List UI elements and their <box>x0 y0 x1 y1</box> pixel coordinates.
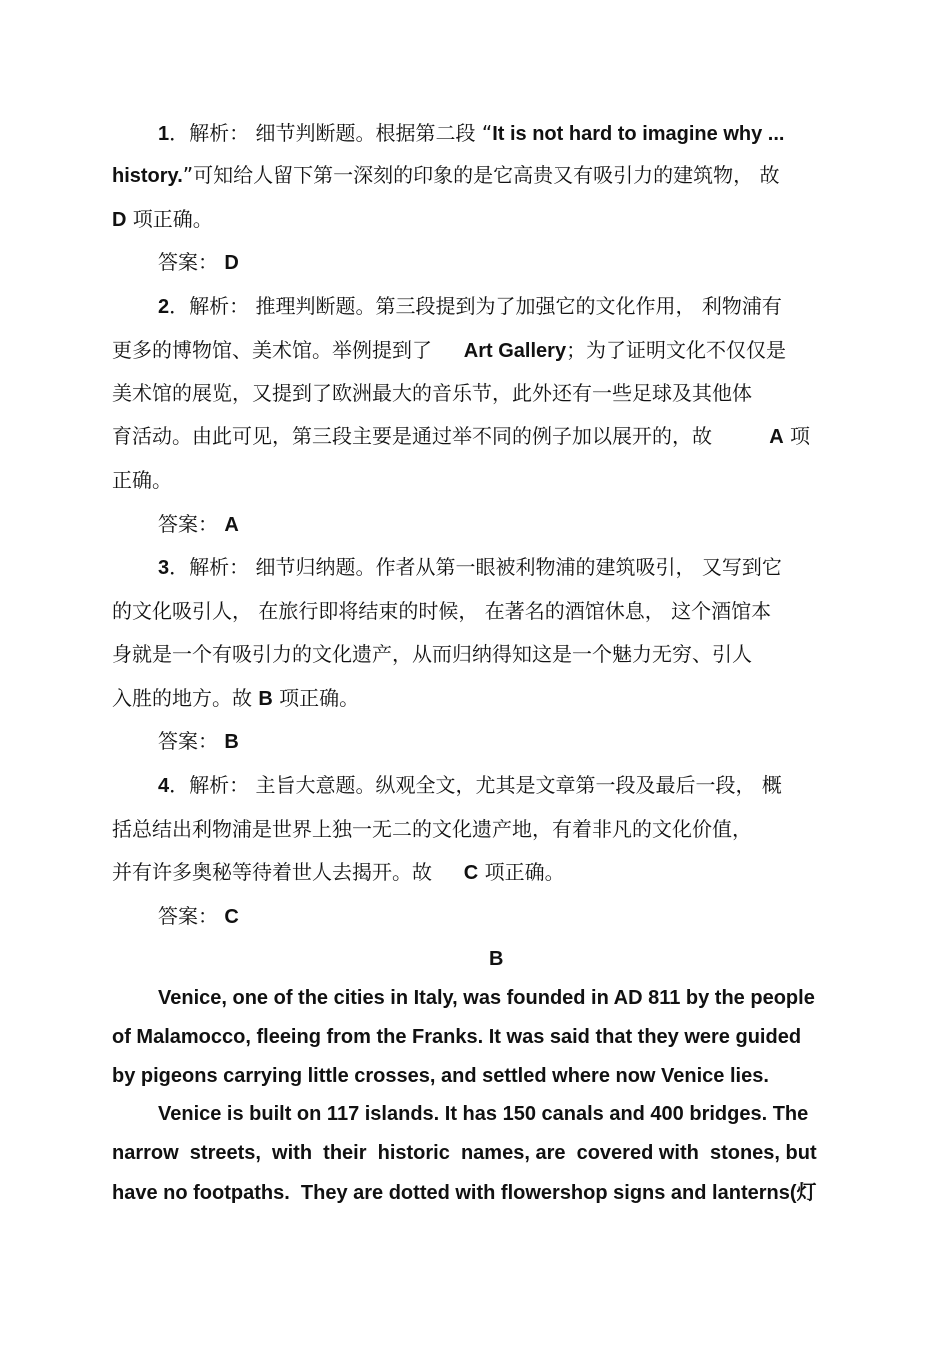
section-title: B <box>489 948 504 970</box>
item-2-line-5: 正确。 <box>112 468 172 492</box>
passage-line-2: of Malamocco, fleeing from the Franks. It was said that they were guided <box>112 1026 802 1048</box>
item-1-line-1: 1．解析： 细节判断题。根据第二段 “It is not hard to imagine why ... <box>158 121 785 145</box>
item-3-answer: 答案： B <box>158 729 239 753</box>
item-2-line-2: 更多的博物馆、美术馆。举例提到了 Art Gallery；为了证明文化不仅仅是 <box>112 338 787 362</box>
passage-line-4: Venice is built on 117 islands. It has 150 canals and 400 bridges. The <box>158 1103 809 1125</box>
item-4-number: 4 <box>158 775 170 797</box>
item-3-line-3: 身就是一个有吸引力的文化遗产，从而归纳得知这是一个魅力无穷、引人 <box>112 642 752 666</box>
item-1-line-2: history.”可知给人留下第一深刻的印象的是它高贵又有吸引力的建筑物， 故 <box>112 163 780 187</box>
passage-line-5: narrow streets, with their historic names, are covered with stones, but <box>112 1142 817 1164</box>
item-2-answer: 答案： A <box>158 512 239 536</box>
item-2-line-1: 2．解析： 推理判断题。第三段提到为了加强它的文化作用， 利物浦有 <box>158 294 782 318</box>
item-3-line-2: 的文化吸引人， 在旅行即将结束的时候， 在著名的酒馆休息， 这个酒馆本 <box>112 599 772 623</box>
passage-line-1: Venice, one of the cities in Italy, was founded in AD 811 by the people <box>158 987 815 1009</box>
item-3-number: 3 <box>158 557 170 579</box>
item-4-line-3: 并有许多奥秘等待着世人去揭开。故 C 项正确。 <box>112 860 565 884</box>
passage-line-3: by pigeons carrying little crosses, and settled where now Venice lies. <box>112 1065 769 1087</box>
item-4-line-1: 4．解析： 主旨大意题。纵观全文，尤其是文章第一段及最后一段， 概 <box>158 773 782 797</box>
item-1-answer: 答案： D <box>158 250 239 274</box>
item-3-line-4: 入胜的地方。故 B 项正确。 <box>112 686 360 710</box>
item-2-line-4: 育活动。由此可见，第三段主要是通过举不同的例子加以展开的，故 A 项 <box>112 424 811 448</box>
item-3-line-1: 3．解析： 细节归纳题。作者从第一眼被利物浦的建筑吸引， 又写到它 <box>158 555 782 579</box>
item-2-number: 2 <box>158 296 170 318</box>
item-1-line-3: D 项正确。 <box>112 207 213 231</box>
item-4-line-2: 括总结出利物浦是世界上独一无二的文化遗产地，有着非凡的文化价值， <box>112 817 752 841</box>
item-2-line-3: 美术馆的展览，又提到了欧洲最大的音乐节，此外还有一些足球及其他体 <box>112 381 752 405</box>
item-4-answer: 答案： C <box>158 904 239 928</box>
passage-line-6: have no footpaths. They are dotted with flowershop signs and lanterns(灯 <box>112 1182 817 1204</box>
item-1-number: 1 <box>158 123 170 145</box>
